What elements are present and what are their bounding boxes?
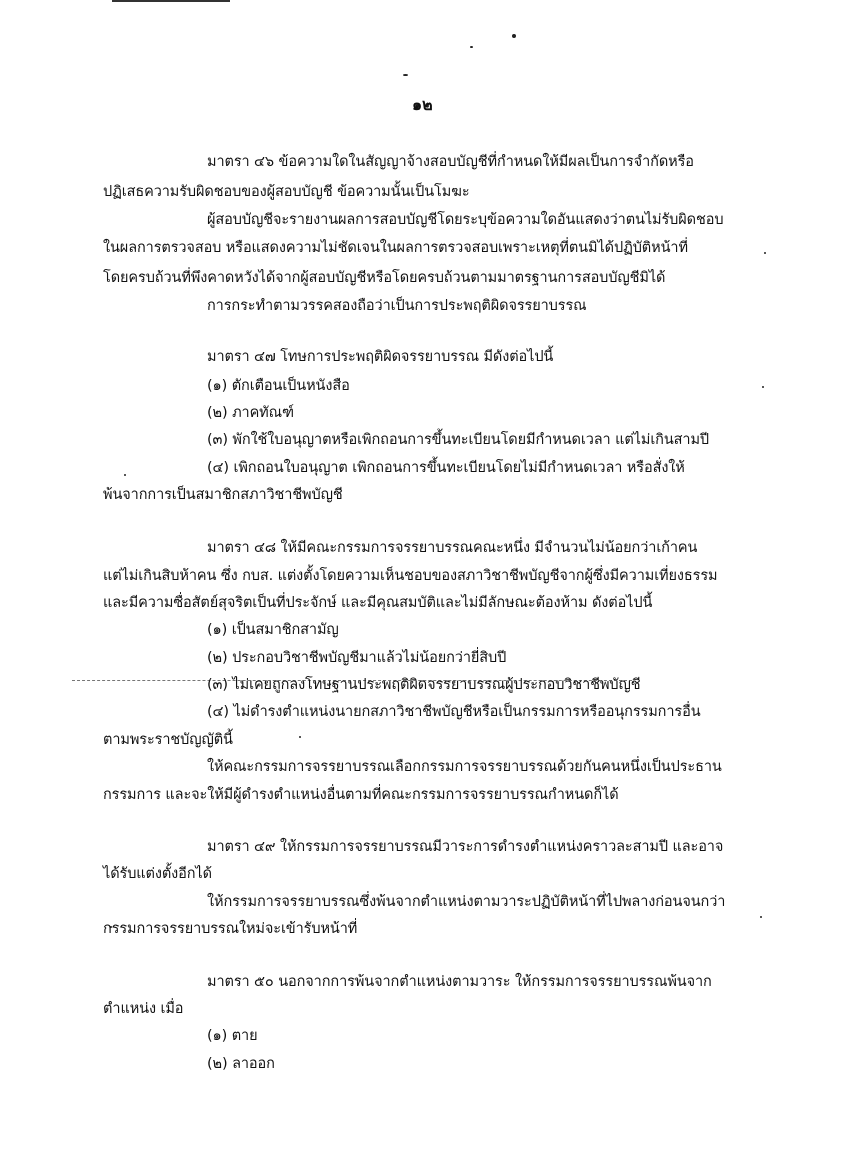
text-line: (๓) ไม่เคยถูกลงโทษฐานประพฤติผิดจรรยาบรรณผู้ประกอบวิชาชีพบัญชี <box>207 677 641 693</box>
text-line: มาตรา ๕๐ นอกจากการพ้นจากตำแหน่งตามวาระ ให้กรรมการจรรยาบรรณพ้นจาก <box>207 974 712 990</box>
text-line: (๒) ภาคทัณฑ์ <box>207 405 294 421</box>
text-line: โดยครบถ้วนที่พึงคาดหวังได้จากผู้สอบบัญชีหรือโดยครบถ้วนตามมาตรฐานการสอบบัญชีมิได้ <box>103 270 666 286</box>
text-line: มาตรา ๔๘ ให้มีคณะกรรมการจรรยาบรรณคณะหนึ่ง มีจำนวนไม่น้อยกว่าเก้าคน <box>207 540 698 556</box>
text-line: ตามพระราชบัญญัตินี้ <box>103 732 233 748</box>
scan-speck <box>403 74 408 76</box>
text-line: มาตรา ๔๙ ให้กรรมการจรรยาบรรณมีวาระการดำรงตำแหน่งคราวละสามปี และอาจ <box>207 839 724 855</box>
text-line: แต่ไม่เกินสิบห้าคน ซึ่ง กบส. แต่งตั้งโดยความเห็นชอบของสภาวิชาชีพบัญชีจากผู้ซึ่งมีความเที่ยงธรรม <box>103 568 718 584</box>
text-line: (๔) เพิกถอนใบอนุญาต เพิกถอนการขึ้นทะเบียนโดยไม่มีกำหนดเวลา หรือสั่งให้ <box>207 460 685 476</box>
top-edge-rule <box>112 0 230 2</box>
text-line: กรรมการ และจะให้มีผู้ดำรงตำแหน่งอื่นตามที่คณะกรรมการจรรยาบรรณกำหนดก็ได้ <box>103 787 619 803</box>
scan-speck <box>762 386 764 388</box>
text-line: ให้กรรมการจรรยาบรรณซึ่งพ้นจากตำแหน่งตามวาระปฏิบัติหน้าที่ไปพลางก่อนจนกว่า <box>207 894 726 910</box>
text-line: (๒) ประกอบวิชาชีพบัญชีมาแล้วไม่น้อยกว่ายี่สิบปี <box>207 650 507 666</box>
text-line: และมีความซื่อสัตย์สุจริตเป็นที่ประจักษ์ และมีคุณสมบัติและไม่มีลักษณะต้องห้าม ดังต่อไปนี้ <box>103 595 653 611</box>
text-line: ผู้สอบบัญชีจะรายงานผลการสอบบัญชีโดยระบุข้อความใดอันแสดงว่าตนไม่รับผิดชอบ <box>207 212 724 228</box>
scan-speck <box>299 736 301 738</box>
scan-speck <box>124 474 126 476</box>
page-number: ๑๒ <box>412 95 433 114</box>
text-line: (๔) ไม่ดำรงตำแหน่งนายกสภาวิชาชีพบัญชีหรือเป็นกรรมการหรืออนุกรรมการอื่น <box>207 704 701 720</box>
scan-speck <box>760 916 762 918</box>
text-line: ปฏิเสธความรับผิดชอบของผู้สอบบัญชี ข้อความนั้นเป็นโมฆะ <box>103 184 470 200</box>
text-line: มาตรา ๔๗ โทษการประพฤติผิดจรรยาบรรณ มีดังต่อไปนี้ <box>207 349 554 365</box>
scan-speck <box>764 252 766 254</box>
text-line: การกระทำตามวรรคสองถือว่าเป็นการประพฤติผิดจรรยาบรรณ <box>207 298 587 314</box>
text-line: (๑) ตาย <box>207 1028 258 1044</box>
scan-speck <box>512 34 516 38</box>
text-line: มาตรา ๔๖ ข้อความใดในสัญญาจ้างสอบบัญชีที่กำหนดให้มีผลเป็นการจำกัดหรือ <box>207 154 694 170</box>
text-line: พ้นจากการเป็นสมาชิกสภาวิชาชีพบัญชี <box>103 487 343 503</box>
text-line: ให้คณะกรรมการจรรยาบรรณเลือกกรรมการจรรยาบรรณด้วยกันคนหนึ่งเป็นประธาน <box>207 759 722 775</box>
scan-speck <box>470 46 473 48</box>
text-line: (๑) ตักเตือนเป็นหนังสือ <box>207 378 350 394</box>
text-line: ตำแหน่ง เมื่อ <box>103 1001 184 1017</box>
text-line: (๒) ลาออก <box>207 1056 275 1072</box>
text-line: กรรมการจรรยาบรรณใหม่จะเข้ารับหน้าที่ <box>103 921 358 937</box>
text-line: (๓) พักใช้ใบอนุญาตหรือเพิกถอนการขึ้นทะเบียนโดยมีกำหนดเวลา แต่ไม่เกินสามปี <box>207 432 710 448</box>
text-line: (๑) เป็นสมาชิกสามัญ <box>207 622 339 638</box>
text-line: ในผลการตรวจสอบ หรือแสดงความไม่ชัดเจนในผลการตรวจสอบเพราะเหตุที่ตนมิได้ปฏิบัติหน้าที่ <box>103 240 688 256</box>
text-line: ได้รับแต่งตั้งอีกได้ <box>103 866 212 882</box>
